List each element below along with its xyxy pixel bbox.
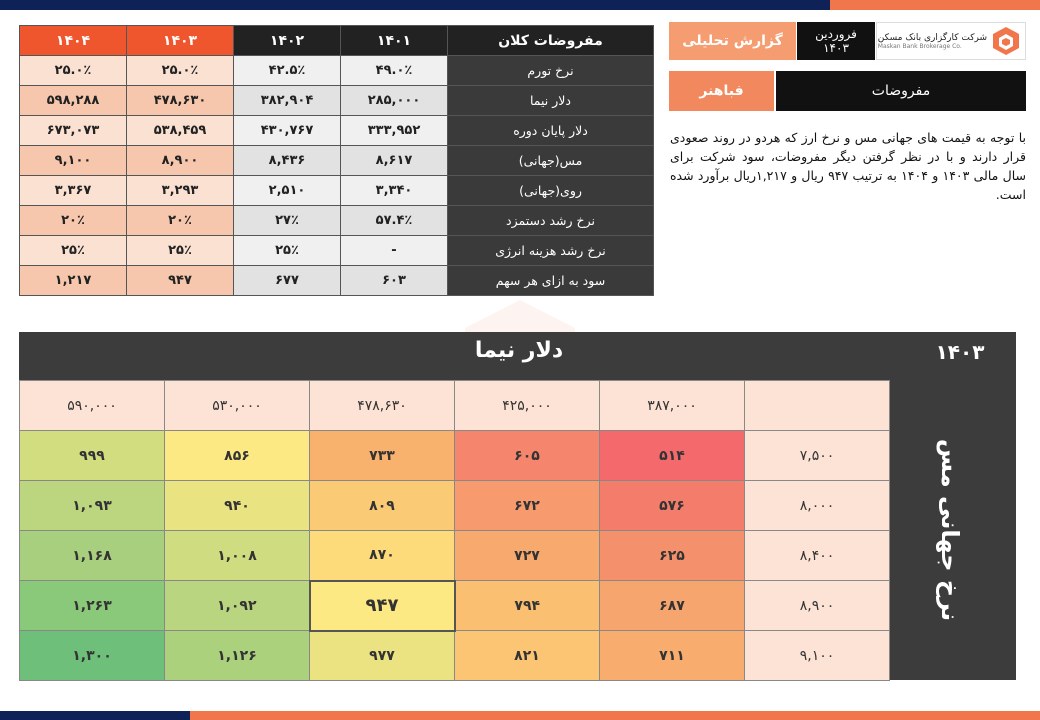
macro-cell: ۹,۱۰۰ bbox=[20, 146, 127, 176]
macro-table-row bbox=[20, 146, 654, 176]
macro-row-label: نرخ رشد هزینه انرژی bbox=[448, 236, 654, 266]
sensitivity-column-header: ۵۹۰,۰۰۰ bbox=[20, 381, 165, 431]
macro-cell: ۸,۶۱۷ bbox=[341, 146, 448, 176]
macro-cell: ۸,۹۰۰ bbox=[127, 146, 234, 176]
macro-table-row bbox=[20, 86, 654, 116]
date-box bbox=[797, 22, 875, 60]
sensitivity-cell: ۱,۳۰۰ bbox=[20, 631, 165, 681]
macro-table-row bbox=[20, 176, 654, 206]
section-title: مفروضات bbox=[776, 71, 1026, 111]
sensitivity-cell: ۱,۱۲۶ bbox=[165, 631, 310, 681]
sensitivity-cell: ۱,۲۶۳ bbox=[20, 581, 165, 631]
macro-cell: ۲۵٪ bbox=[234, 236, 341, 266]
sensitivity-row bbox=[20, 631, 890, 681]
description-text: با توجه به قیمت های جهانی مس و نرخ ارز که هردو در روند صعودی قرار دارند و با در نظر گرفتن دیگر مفروضات، سود شرکت برای سال مالی ۱۴۰۳ و ۱۴۰۴ به ترتیب ۹۴۷ ریال و ۱,۲۱۷ریال برآورد شده است. bbox=[670, 130, 1026, 202]
top-bar bbox=[0, 0, 1040, 10]
sensitivity-cell: ۱,۰۹۲ bbox=[165, 581, 310, 631]
sensitivity-column-header: ۳۸۷,۰۰۰ bbox=[600, 381, 745, 431]
company-name-en: Maskan Bank Brokerage Co. bbox=[877, 42, 962, 50]
sensitivity-row bbox=[20, 531, 890, 581]
macro-row-label: روی(جهانی) bbox=[448, 176, 654, 206]
report-month: فروردین bbox=[815, 27, 857, 41]
sensitivity-row-label: ۸,۰۰۰ bbox=[745, 481, 890, 531]
sensitivity-cell: ۷۳۳ bbox=[310, 431, 455, 481]
sensitivity-cell: ۹۴۷ bbox=[310, 581, 455, 631]
year-header: ۱۴۰۳ bbox=[127, 26, 234, 56]
year-header: ۱۴۰۲ bbox=[234, 26, 341, 56]
macro-row-label: سود به ازای هر سهم bbox=[448, 266, 654, 296]
sensitivity-row-title: نرخ جهانی مس bbox=[936, 438, 964, 622]
sensitivity-cell: ۹۷۷ bbox=[310, 631, 455, 681]
sensitivity-corner-cell bbox=[745, 381, 890, 431]
macro-cell: ۵۹۸,۲۸۸ bbox=[20, 86, 127, 116]
bottom-bar bbox=[0, 711, 1040, 720]
company-logo-text bbox=[878, 33, 987, 50]
macro-cell: ۵۷.۴٪ bbox=[341, 206, 448, 236]
macro-row-label: دلار پایان دوره bbox=[448, 116, 654, 146]
macro-row-label: دلار نیما bbox=[448, 86, 654, 116]
report-year: ۱۴۰۳ bbox=[823, 41, 849, 55]
macro-cell: ۸,۴۳۶ bbox=[234, 146, 341, 176]
sensitivity-cell: ۸۵۶ bbox=[165, 431, 310, 481]
sensitivity-cell: ۷۹۴ bbox=[455, 581, 600, 631]
sensitivity-cell: ۶۲۵ bbox=[600, 531, 745, 581]
sensitivity-row-title-wrap bbox=[925, 430, 975, 630]
sensitivity-row bbox=[20, 481, 890, 531]
company-logo-box bbox=[876, 22, 1026, 60]
macro-cell: ۲۷٪ bbox=[234, 206, 341, 236]
sensitivity-row-label: ۹,۱۰۰ bbox=[745, 631, 890, 681]
macro-row-label: مس(جهانی) bbox=[448, 146, 654, 176]
macro-cell: ۶۰۳ bbox=[341, 266, 448, 296]
sensitivity-cell: ۵۷۶ bbox=[600, 481, 745, 531]
sensitivity-row bbox=[20, 581, 890, 631]
macro-cell: ۹۴۷ bbox=[127, 266, 234, 296]
macro-cell: ۵۳۸,۴۵۹ bbox=[127, 116, 234, 146]
year-header: ۱۴۰۴ bbox=[20, 26, 127, 56]
sensitivity-column-header: ۵۳۰,۰۰۰ bbox=[165, 381, 310, 431]
macro-cell: ۳,۳۴۰ bbox=[341, 176, 448, 206]
macro-header-row bbox=[20, 26, 654, 56]
macro-cell: ۲۰٪ bbox=[20, 206, 127, 236]
macro-assumptions-table bbox=[19, 25, 654, 296]
sensitivity-cell: ۵۱۴ bbox=[600, 431, 745, 481]
sensitivity-cell: ۶۷۲ bbox=[455, 481, 600, 531]
macro-table-title: مفروضات کلان bbox=[448, 26, 654, 56]
sensitivity-cell: ۱,۰۰۸ bbox=[165, 531, 310, 581]
macro-cell: ۶۷۷ bbox=[234, 266, 341, 296]
macro-cell: ۲۵٪ bbox=[127, 236, 234, 266]
sensitivity-cell: ۶۰۵ bbox=[455, 431, 600, 481]
sensitivity-cell: ۱,۰۹۳ bbox=[20, 481, 165, 531]
sensitivity-cell: ۶۸۷ bbox=[600, 581, 745, 631]
macro-cell: ۴۳۰,۷۶۷ bbox=[234, 116, 341, 146]
sensitivity-cell: ۸۷۰ bbox=[310, 531, 455, 581]
sensitivity-column-header: ۴۲۵,۰۰۰ bbox=[455, 381, 600, 431]
bottom-bar-accent bbox=[190, 711, 1040, 720]
macro-table-row bbox=[20, 206, 654, 236]
macro-cell: ۳,۲۹۳ bbox=[127, 176, 234, 206]
macro-cell: ۱,۲۱۷ bbox=[20, 266, 127, 296]
sensitivity-cell: ۸۰۹ bbox=[310, 481, 455, 531]
macro-cell: ۲۵.۰٪ bbox=[127, 56, 234, 86]
macro-table-row bbox=[20, 116, 654, 146]
sensitivity-side-panel bbox=[885, 380, 1016, 680]
company-name: شرکت کارگزاری بانک مسکن bbox=[877, 32, 987, 43]
macro-row-label: نرخ رشد دستمزد bbox=[448, 206, 654, 236]
macro-cell: ۴۷۸,۶۳۰ bbox=[127, 86, 234, 116]
sensitivity-row-label: ۸,۴۰۰ bbox=[745, 531, 890, 581]
top-bar-accent bbox=[830, 0, 1040, 10]
sensitivity-row bbox=[20, 431, 890, 481]
sensitivity-cell: ۱,۱۶۸ bbox=[20, 531, 165, 581]
sensitivity-cell: ۹۹۹ bbox=[20, 431, 165, 481]
macro-cell: ۶۷۳,۰۷۳ bbox=[20, 116, 127, 146]
macro-cell: ۲,۵۱۰ bbox=[234, 176, 341, 206]
sensitivity-cell: ۸۲۱ bbox=[455, 631, 600, 681]
year-header: ۱۴۰۱ bbox=[341, 26, 448, 56]
report-type: گزارش تحلیلی bbox=[669, 22, 796, 60]
sensitivity-row-label: ۷,۵۰۰ bbox=[745, 431, 890, 481]
sensitivity-table bbox=[19, 380, 890, 681]
macro-cell: ۲۵٪ bbox=[20, 236, 127, 266]
sensitivity-cell: ۷۱۱ bbox=[600, 631, 745, 681]
macro-cell: ۳۳۳,۹۵۲ bbox=[341, 116, 448, 146]
macro-table-row bbox=[20, 266, 654, 296]
company-logo-icon bbox=[991, 26, 1021, 56]
macro-cell: ۳۸۲,۹۰۴ bbox=[234, 86, 341, 116]
macro-table-row bbox=[20, 56, 654, 86]
ticker-label: فباهنر bbox=[669, 71, 774, 111]
sensitivity-header-row bbox=[20, 381, 890, 431]
sensitivity-row-label: ۸,۹۰۰ bbox=[745, 581, 890, 631]
macro-cell: ۳,۳۶۷ bbox=[20, 176, 127, 206]
macro-cell: ۲۵.۰٪ bbox=[20, 56, 127, 86]
sensitivity-header bbox=[19, 332, 1016, 380]
macro-table-row bbox=[20, 236, 654, 266]
sensitivity-year: ۱۴۰۳ bbox=[935, 340, 985, 364]
macro-cell: ۲۸۵,۰۰۰ bbox=[341, 86, 448, 116]
sensitivity-cell: ۷۲۷ bbox=[455, 531, 600, 581]
sensitivity-cell: ۹۴۰ bbox=[165, 481, 310, 531]
sensitivity-column-title: دلار نیما bbox=[474, 338, 564, 363]
macro-cell: ۲۰٪ bbox=[127, 206, 234, 236]
sensitivity-column-header: ۴۷۸,۶۳۰ bbox=[310, 381, 455, 431]
macro-cell: ۴۹.۰٪ bbox=[341, 56, 448, 86]
macro-row-label: نرخ تورم bbox=[448, 56, 654, 86]
macro-cell: ۴۲.۵٪ bbox=[234, 56, 341, 86]
macro-cell: - bbox=[341, 236, 448, 266]
